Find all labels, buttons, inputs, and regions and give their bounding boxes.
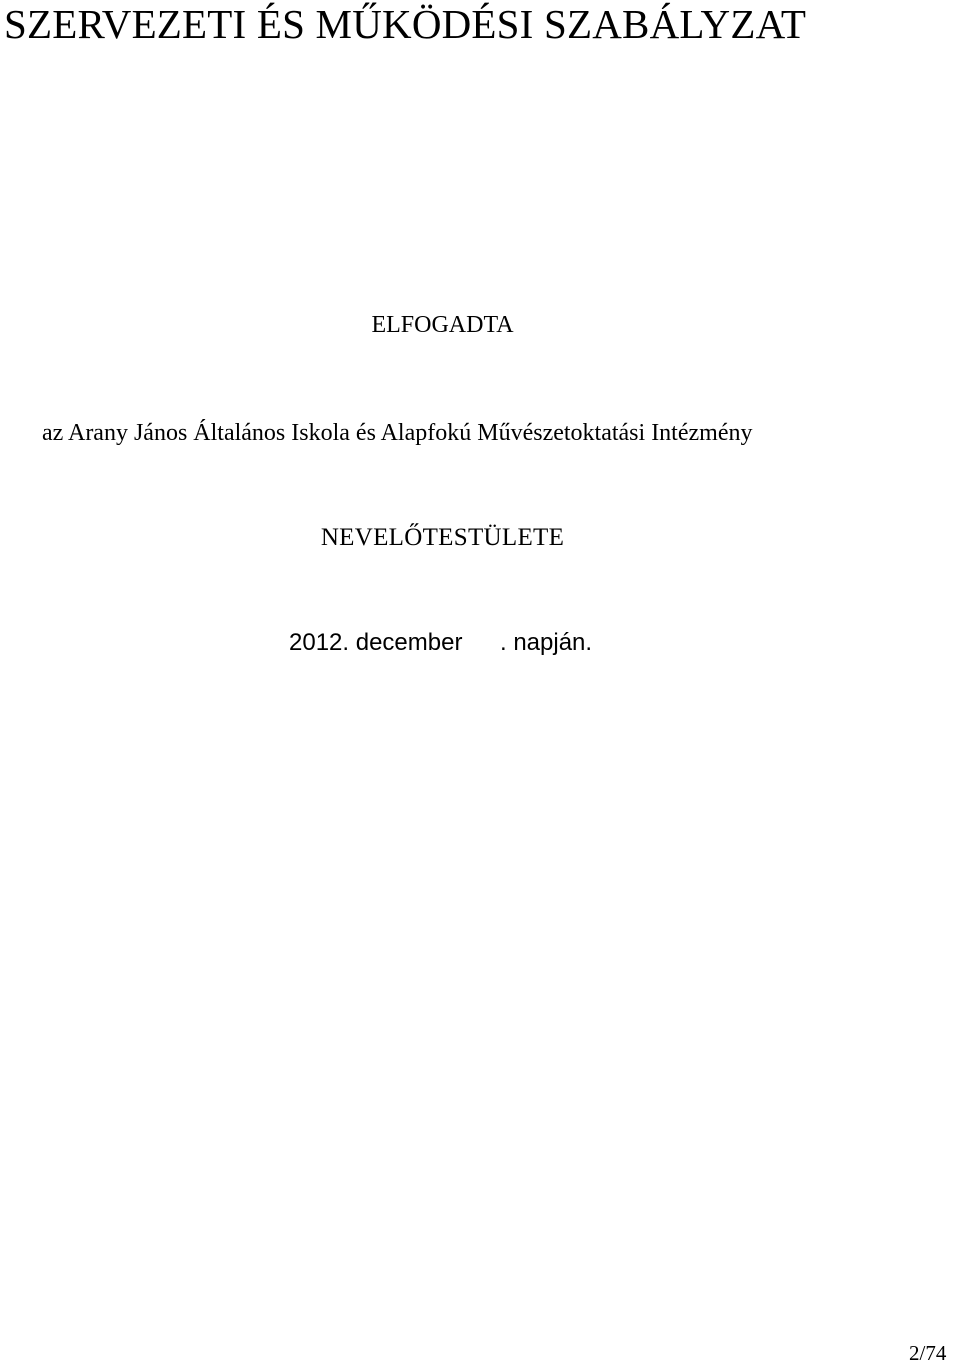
document-title: SZERVEZETI ÉS MŰKÖDÉSI SZABÁLYZAT — [4, 1, 807, 47]
date-suffix: . napján. — [500, 629, 593, 656]
approved-label: ELFOGADTA — [371, 312, 514, 338]
date-prefix: 2012. december — [289, 629, 463, 656]
institution-line: az Arany János Általános Iskola és Alapfokú Művészetoktatási Intézmény — [42, 420, 753, 446]
page-number: 2/74 — [909, 1341, 947, 1365]
approving-body-name: NEVELŐTESTÜLETE — [320, 524, 565, 551]
